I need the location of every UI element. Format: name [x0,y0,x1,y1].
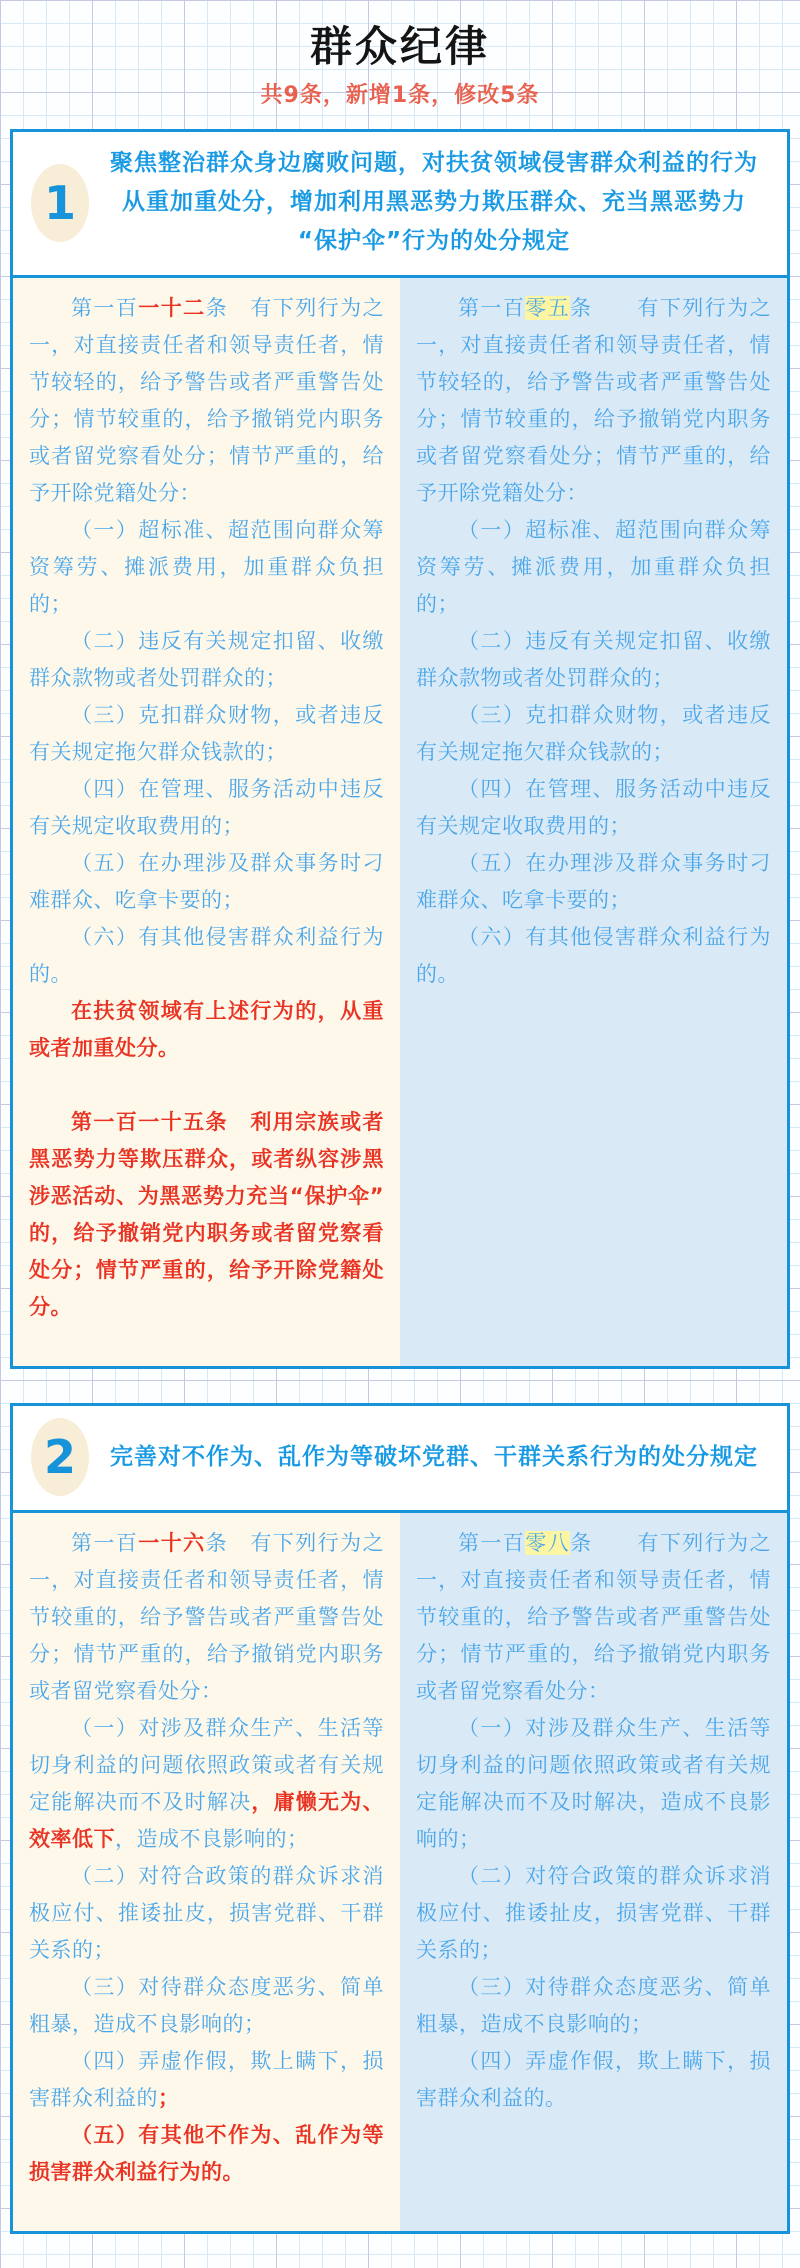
paragraph [416,512,771,623]
section-2-old-text-column [400,1513,787,2231]
section-2-new-text-column [13,1513,400,2231]
paragraph [416,1969,771,2043]
revised-text-red: 一十六 [138,1531,206,1556]
body-text: 条 有下列行为之一，对直接责任者和领导责任者，情节较轻的，给予警告或者严重警告处分；情节较重的，给予撤销党内职务或者留党察看处分；情节严重的，给予开除党籍处分： [29,296,385,506]
paragraph [29,845,384,919]
page-subtitle: 共9条，新增1条，修改5条 [260,83,540,108]
paragraph [29,1710,384,1858]
body-text: ，造成不良影响的； [115,1827,309,1852]
body-text: （六）有其他侵害群众利益行为的。 [416,925,771,987]
highlighted-old-number: 零八 [525,1531,571,1556]
paragraph [29,697,384,771]
body-text: （一）超标准、超范围向群众筹资筹劳、摊派费用，加重群众负担的； [416,518,771,617]
paragraph [416,1710,771,1858]
section-1-header [13,132,787,275]
paragraph [416,771,771,845]
paragraph [416,1858,771,1969]
body-text: （五）在办理涉及群众事务时刁难群众、吃拿卡要的； [29,851,384,913]
paragraph [416,1525,771,1710]
revised-text-red: 第一百一十五条 利用宗族或者黑恶势力等欺压群众，或者纵容涉黑涉恶活动、为黑恶势力充当“保护伞”的，给予撤销党内职务或者留党察看处分；情节严重的，给予开除党籍处分。 [29,1110,384,1320]
section-2-number-badge [31,1418,89,1496]
section-1-number-badge [31,164,89,242]
body-text: （四）在管理、服务活动中违反有关规定收取费用的； [29,777,384,839]
body-text: （二）违反有关规定扣留、收缴群众款物或者处罚群众的； [29,629,384,691]
section-1-old-text-column [400,278,787,1366]
paragraph [416,2043,771,2117]
paragraph [29,512,384,623]
section-1-number: 1 [43,175,76,230]
body-text: （四）弄虚作假，欺上瞒下，损害群众利益的。 [416,2049,771,2111]
paragraph [29,1525,384,1710]
paragraph [29,919,384,993]
body-text: 条 有下列行为之一，对直接责任者和领导责任者，情节较重的，给予警告或者严重警告处分；情节严重的，给予撤销党内职务或者留党察看处分： [29,1531,385,1704]
paragraph [416,290,771,512]
body-text: 第一百 [71,1531,139,1556]
body-text: （一）对涉及群众生产、生活等切身利益的问题依照政策或者有关规定能解决而不及时解决，造成不良影响的； [416,1716,771,1852]
body-text: （三）克扣群众财物，或者违反有关规定拖欠群众钱款的； [29,703,384,765]
paragraph [29,1858,384,1969]
paragraph [29,2043,384,2117]
paragraph [29,1104,384,1326]
paragraph [416,697,771,771]
body-text: （三）对待群众态度恶劣、简单粗暴，造成不良影响的； [29,1975,384,2037]
body-text: （二）对符合政策的群众诉求消极应付、推诿扯皮，损害党群、干群关系的； [416,1864,771,1963]
section-card-2 [10,1403,790,2234]
paragraph [29,2117,384,2191]
body-text: 第一百 [71,296,139,321]
body-text: 条 有下列行为之一，对直接责任者和领导责任者，情节较重的，给予警告或者严重警告处分；情节严重的，给予撤销党内职务或者留党察看处分： [416,1531,772,1704]
section-2-number: 2 [43,1430,76,1485]
section-1-columns [13,275,787,1366]
body-text: （一）超标准、超范围向群众筹资筹劳、摊派费用，加重群众负担的； [29,518,384,617]
body-text: （四）弄虚作假，欺上瞒下，损害群众利益的 [29,2049,384,2111]
section-2-header [13,1406,787,1510]
paragraph [29,1969,384,2043]
revised-text-red: 在扶贫领域有上述行为的，从重或者加重处分。 [29,999,384,1061]
body-text: （三）对待群众态度恶劣、简单粗暴，造成不良影响的； [416,1975,771,2037]
highlighted-old-number: 零五 [525,296,571,321]
paragraph [416,623,771,697]
revised-text-red: ； [158,2086,180,2111]
paragraph [416,845,771,919]
section-1-new-text-column [13,278,400,1366]
body-text: （五）在办理涉及群众事务时刁难群众、吃拿卡要的； [416,851,771,913]
section-2-heading: 完善对不作为、乱作为等破坏党群、干群关系行为的处分规定 [110,1443,758,1470]
paragraph [29,623,384,697]
revised-text-red: （五）有其他不作为、乱作为等损害群众利益行为的。 [29,2123,384,2185]
body-text: 第一百 [458,1531,526,1556]
revised-text-red: ，庸懒无为、效率低下 [29,1790,385,1852]
section-1-heading: 聚焦整治群众身边腐败问题，对扶贫领域侵害群众利益的行为从重加重处分，增加利用黑恶势力欺压群众、充当黑恶势力“保护伞”行为的处分规定 [110,150,758,255]
body-text: （四）在管理、服务活动中违反有关规定收取费用的； [416,777,771,839]
body-text: （一）对涉及群众生产、生活等切身利益的问题依照政策或者有关规定能解决而不及时解决 [29,1716,384,1815]
paragraph [29,290,384,512]
body-text: （二）违反有关规定扣留、收缴群众款物或者处罚群众的； [416,629,771,691]
body-text: （三）克扣群众财物，或者违反有关规定拖欠群众钱款的； [416,703,771,765]
paragraph [29,993,384,1067]
page-title: 群众纪律 [309,22,490,71]
section-2-columns [13,1510,787,2231]
revised-text-red: 一十二 [138,296,206,321]
body-text: 第一百 [458,296,526,321]
paragraph [416,919,771,993]
body-text: （六）有其他侵害群众利益行为的。 [29,925,384,987]
paragraph [29,771,384,845]
body-text: （二）对符合政策的群众诉求消极应付、推诿扯皮，损害党群、干群关系的； [29,1864,384,1963]
section-card-1 [10,129,790,1369]
body-text: 条 有下列行为之一，对直接责任者和领导责任者，情节较轻的，给予警告或者严重警告处分；情节较重的，给予撤销党内职务或者留党察看处分；情节严重的，给予开除党籍处分： [416,296,772,506]
